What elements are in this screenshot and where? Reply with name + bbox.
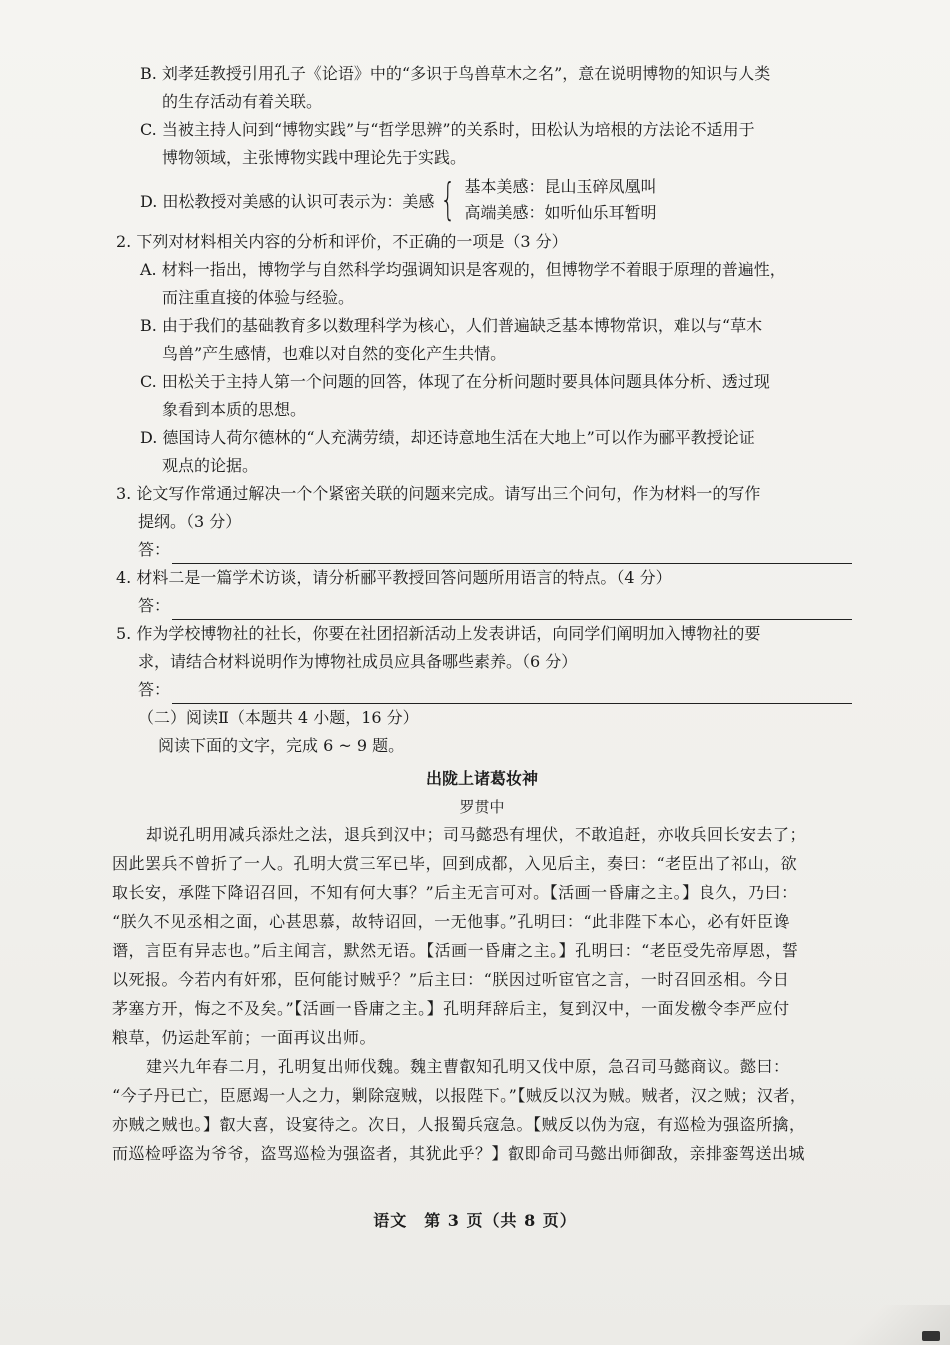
answer-line bbox=[172, 683, 852, 704]
passage-line: “朕久不见丞相之面，心甚思慕，故特诏回，一无他事。”孔明曰：“此非陛下本心，必有奸臣谗 bbox=[112, 912, 791, 931]
passage-line: 因此罢兵不曾折了一人。孔明大赏三军已毕，回到成都，入见后主，奏曰：“老臣出了祁山，欲 bbox=[112, 854, 798, 873]
passage-line: 却说孔明用减兵添灶之法，退兵到汉中；司马懿恐有埋伏，不敢追赶，亦收兵回长安去了； bbox=[146, 825, 807, 844]
passage-title: 出陇上诸葛妆神 bbox=[425, 769, 538, 788]
q1-option-d bbox=[112, 172, 852, 228]
q5-line2: 求，请结合材料说明作为博物社成员应具备哪些素养。（6 分） bbox=[138, 652, 578, 671]
q1-option-d-lead: D. 田松教授对美感的认识可表示为：美感 bbox=[140, 191, 435, 211]
passage-author: 罗贯中 bbox=[459, 798, 505, 816]
passage-line: 亦贼之贼也。】叡大喜，设宴待之。次日，人报蜀兵寇急。【贼反以伪为寇，有巡检为强盗所擒， bbox=[112, 1115, 806, 1134]
q2-option-c-line2: 象看到本质的思想。 bbox=[162, 400, 307, 419]
answer-label: 答： bbox=[138, 540, 171, 559]
passage-line: 谮，言臣有异志也。”后主闻言，默然无语。【活画一昏庸之主。】孔明曰：“老臣受先帝厚恩，誓 bbox=[112, 941, 799, 960]
high-beauty: 高端美感：如听仙乐耳暂明 bbox=[464, 203, 657, 222]
passage-line: 取长安，承陛下降诏召回，不知有何大事？”后主无言可对。【活画一昏庸之主。】良久，乃曰： bbox=[112, 883, 798, 902]
q2-option-a-line1: A. 材料一指出，博物学与自然科学均强调知识是客观的，但博物学不着眼于原理的普遍性， bbox=[140, 260, 786, 279]
brace-icon: { bbox=[440, 174, 457, 225]
passage-line: 以死报。今若内有奸邪，臣何能讨贼乎？”后主曰：“朕因过听宦官之言，一时召回丞相。今日 bbox=[112, 970, 790, 989]
q2-option-d-line2: 观点的论据。 bbox=[162, 456, 259, 475]
q1-option-c-line2: 博物领域，主张博物实践中理论先于实践。 bbox=[162, 148, 467, 167]
q2-option-c-line1: C. 田松关于主持人第一个问题的回答，体现了在分析问题时要具体问题具体分析、透过现 bbox=[140, 372, 770, 391]
q2-option-d-line1: D. 德国诗人荷尔德林的“人充满劳绩，却还诗意地生活在大地上”可以作为郦平教授论证 bbox=[140, 428, 755, 447]
q4-line1: 4. 材料二是一篇学术访谈，请分析郦平教授回答问题所用语言的特点。（4 分） bbox=[116, 568, 672, 587]
basic-beauty: 基本美感：昆山玉碎凤凰叫 bbox=[464, 177, 657, 196]
q2-option-a-line2: 而注重直接的体验与经验。 bbox=[162, 288, 355, 307]
section-instruction: 阅读下面的文字，完成 6 ~ 9 题。 bbox=[158, 736, 405, 755]
q3-line1: 3. 论文写作常通过解决一个个紧密关联的问题来完成。请写出三个问句，作为材料一的写作 bbox=[116, 484, 761, 503]
passage-line: 而巡检呼盗为爷爷，盗骂巡检为强盗者，其犹此乎？】叡即命司马懿出师御敌，亲排銮驾送出城 bbox=[112, 1144, 806, 1163]
page-footer: 语文 第 3 页（共 8 页） bbox=[373, 1211, 577, 1230]
passage-line: 建兴九年春二月，孔明复出师伐魏。魏主曹叡知孔明又伐中原，急召司马懿商议。懿曰： bbox=[146, 1057, 790, 1076]
q1-option-b-line1: B. 刘孝廷教授引用孔子《论语》中的“多识于鸟兽草木之名”，意在说明博物的知识与人类 bbox=[140, 64, 771, 83]
q1-option-c-line1: C. 当被主持人问到“博物实践”与“哲学思辨”的关系时，田松认为培根的方法论不适用于 bbox=[140, 120, 755, 139]
beauty-categories bbox=[464, 174, 656, 226]
q2-option-b-line1: B. 由于我们的基础教育多以数理科学为核心，人们普遍缺乏基本博物常识，难以与“草木 bbox=[140, 316, 763, 335]
answer-label: 答： bbox=[138, 680, 171, 699]
q5-line1: 5. 作为学校博物社的社长，你要在社团招新活动上发表讲话，向同学们阐明加入博物社的要 bbox=[116, 624, 761, 643]
page-content bbox=[112, 60, 852, 1168]
answer-line bbox=[172, 599, 852, 620]
section-header: （二）阅读Ⅱ（本题共 4 小题，16 分） bbox=[138, 708, 419, 727]
q3-answer-field[interactable] bbox=[112, 536, 852, 564]
passage-line: 茅塞方开，悔之不及矣。”【活画一昏庸之主。】孔明拜辞后主，复到汉中，一面发檄令李严应付 bbox=[112, 999, 790, 1018]
q2-stem: 2. 下列对材料相关内容的分析和评价，不正确的一项是（3 分） bbox=[116, 232, 568, 251]
q5-answer-field[interactable] bbox=[112, 676, 852, 704]
answer-label: 答： bbox=[138, 596, 171, 615]
answer-line bbox=[172, 543, 852, 564]
q1-option-b-line2: 的生存活动有着关联。 bbox=[162, 92, 323, 111]
q3-line2: 提纲。（3 分） bbox=[138, 512, 242, 531]
passage-line: 粮草，仍运赴军前；一面再议出师。 bbox=[112, 1028, 377, 1047]
q2-option-b-line2: 鸟兽”产生感情，也难以对自然的变化产生共情。 bbox=[162, 344, 507, 363]
passage-line: “今子丹已亡，臣愿竭一人之力，剿除寇贼，以报陛下。”【贼反以汉为贼。贼者，汉之贼；汉者， bbox=[112, 1086, 807, 1105]
scanner-logo-icon bbox=[922, 1331, 940, 1341]
q4-answer-field[interactable] bbox=[112, 592, 852, 620]
